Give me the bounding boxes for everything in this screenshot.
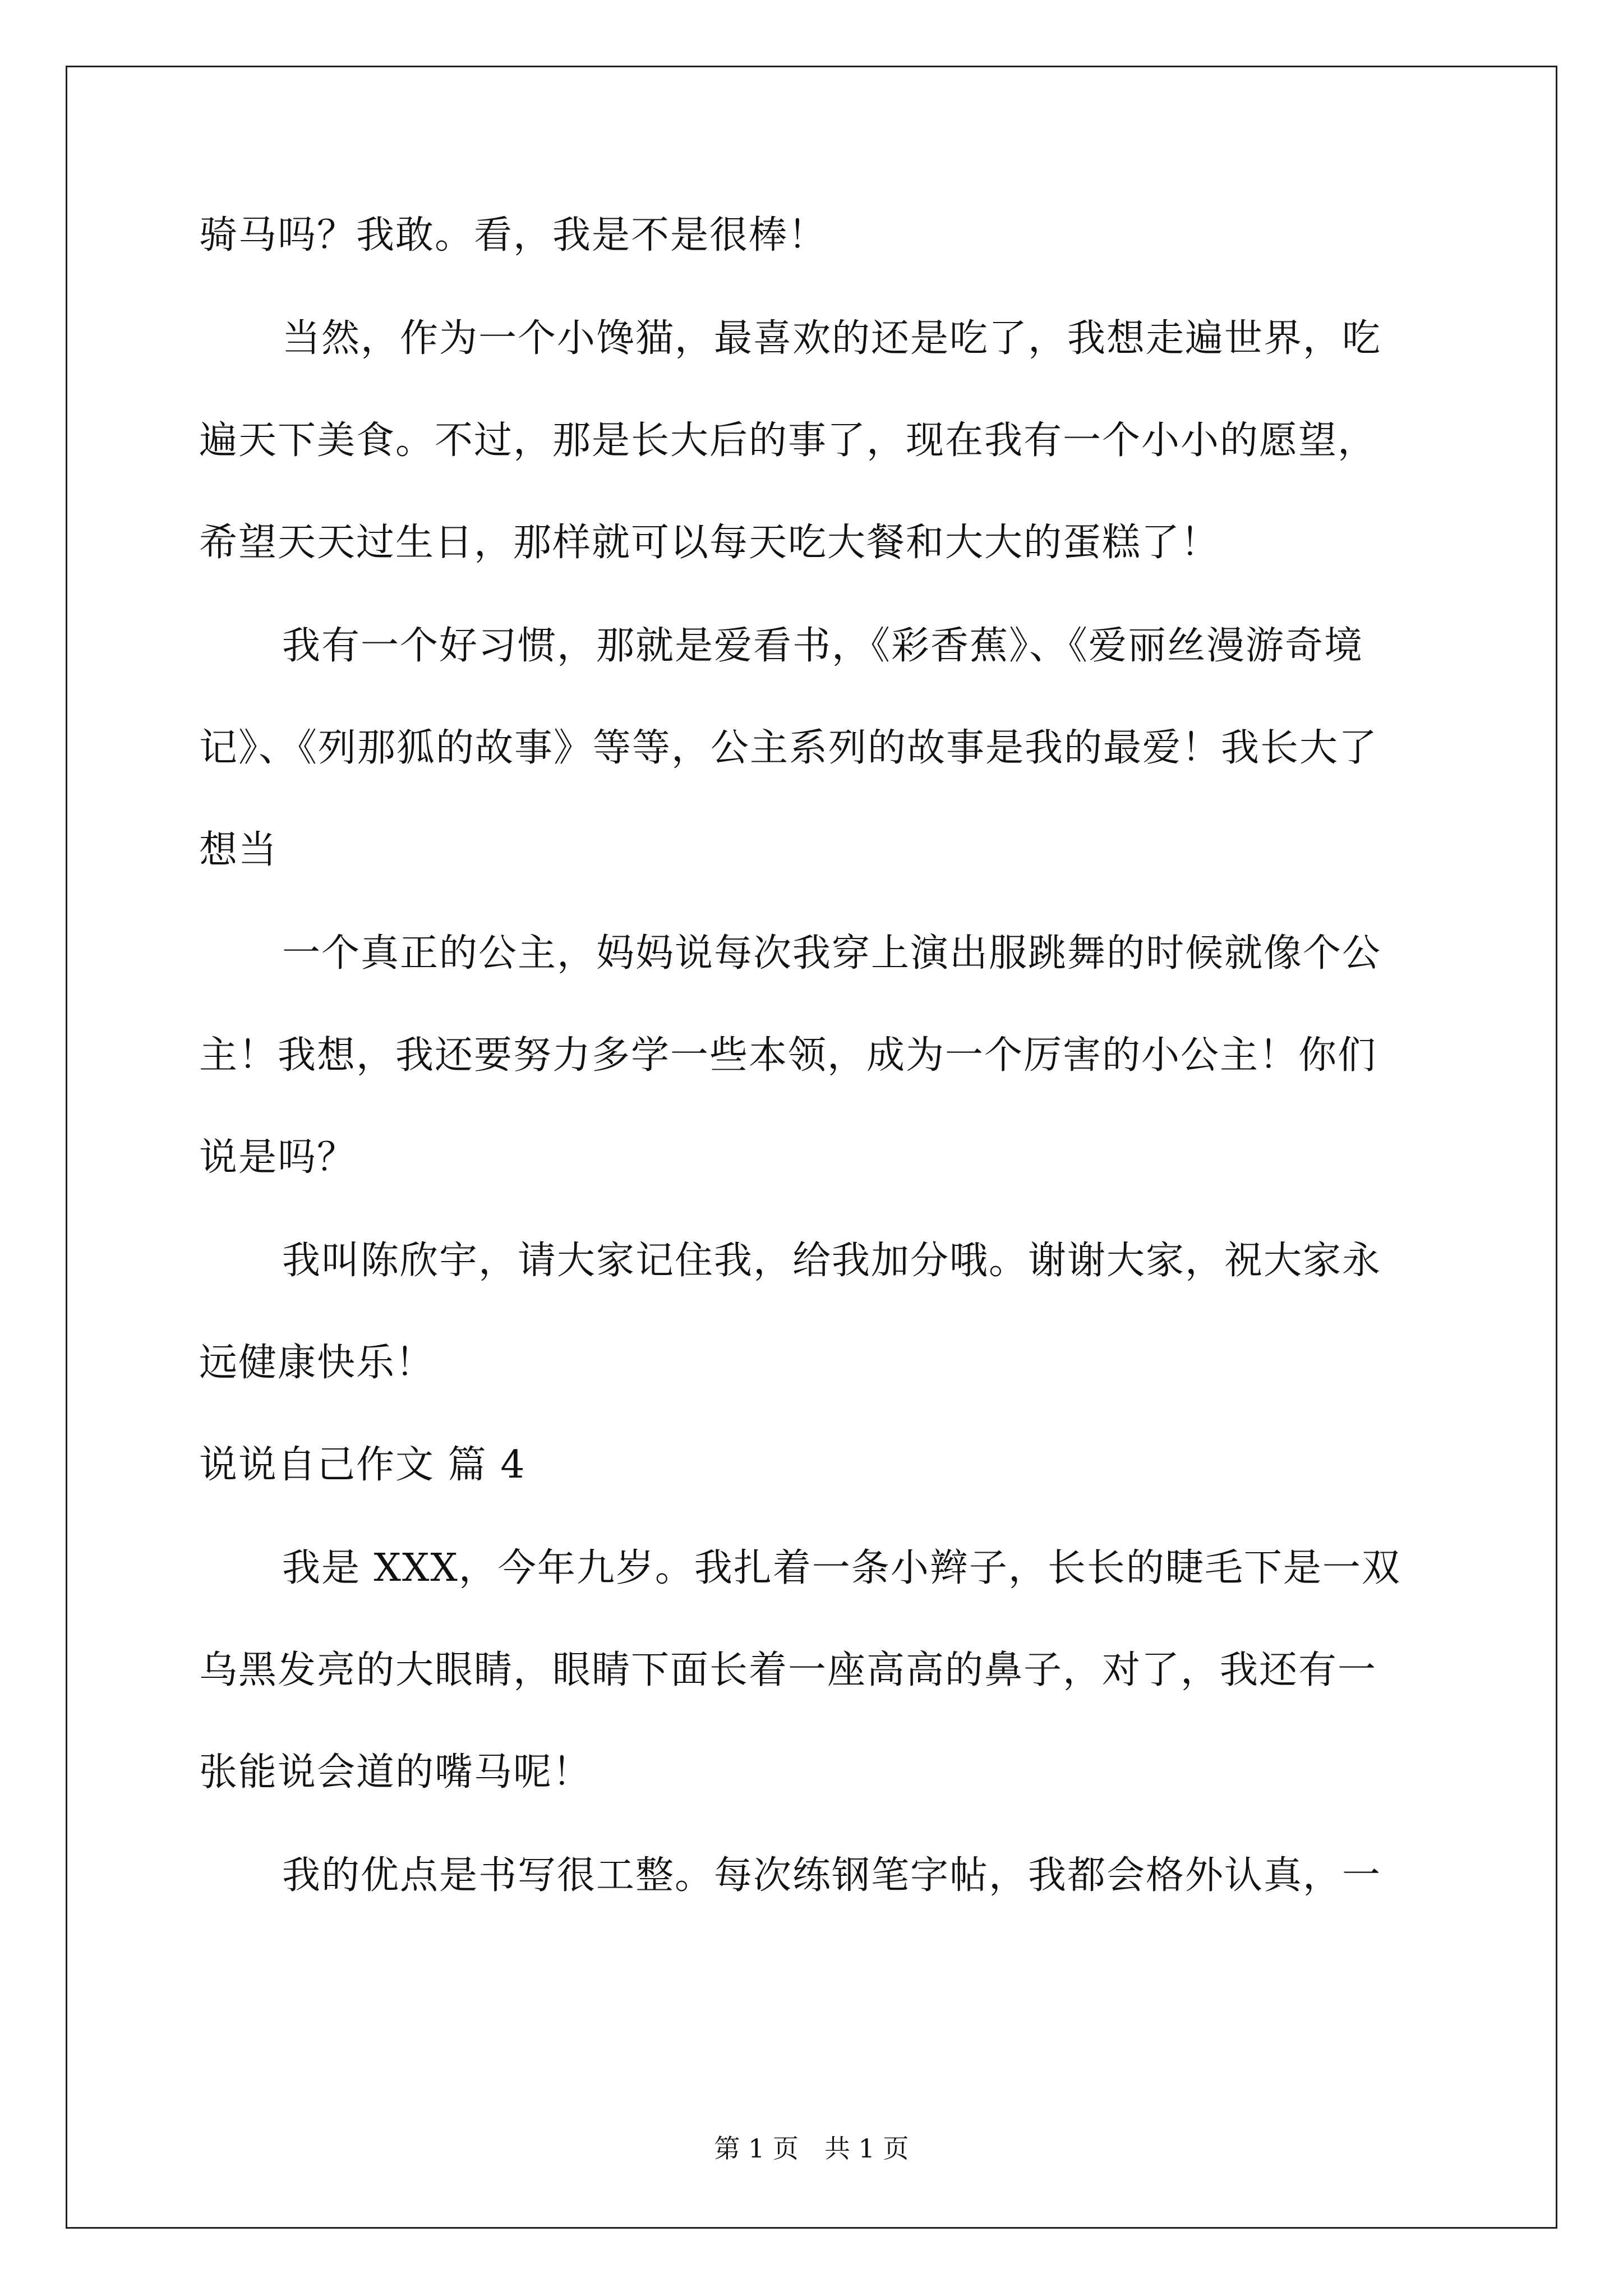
text-line: 主！我想，我还要努力多学一些本领，成为一个厉害的小公主！你们 bbox=[199, 1033, 1377, 1078]
text-line: 乌黑发亮的大眼睛，眼睛下面长着一座高高的鼻子，对了，我还有一 bbox=[199, 1648, 1377, 1692]
text-line: 遍天下美食。不过，那是长大后的事了，现在我有一个小小的愿望， bbox=[199, 418, 1377, 463]
text-line: 希望天天过生日，那样就可以每天吃大餐和大大的蛋糕了！ bbox=[199, 521, 1220, 565]
text-line: 我是 XXX，今年九岁。我扎着一条小辫子，长长的睫毛下是一双 bbox=[282, 1546, 1401, 1590]
section-heading: 说说自己作文 篇 4 bbox=[199, 1443, 526, 1487]
page-footer: 第 1 页 共 1 页 bbox=[714, 2133, 909, 2164]
text-line: 想当 bbox=[199, 828, 278, 872]
text-line: 一个真正的公主，妈妈说每次我穿上演出服跳舞的时候就像个公 bbox=[282, 931, 1382, 976]
text-line: 我的优点是书写很工整。每次练钢笔字帖，我都会格外认真，一 bbox=[282, 1853, 1382, 1898]
text-line: 骑马吗？我敢。看，我是不是很棒！ bbox=[199, 213, 828, 257]
text-line: 我有一个好习惯，那就是爱看书，《彩香蕉》、《爱丽丝漫游奇境 bbox=[282, 624, 1364, 668]
text-line: 我叫陈欣宇，请大家记住我，给我加分哦。谢谢大家，祝大家永 bbox=[282, 1239, 1382, 1283]
text-line: 张能说会道的嘴马呢！ bbox=[199, 1750, 592, 1795]
text-line: 远健康快乐！ bbox=[199, 1341, 435, 1385]
text-line: 记》、《列那狐的故事》等等，公主系列的故事是我的最爱！我长大了 bbox=[199, 726, 1378, 770]
text-line: 当然，作为一个小馋猫，最喜欢的还是吃了，我想走遍世界，吃 bbox=[282, 316, 1382, 361]
text-line: 说是吗？ bbox=[199, 1135, 357, 1180]
